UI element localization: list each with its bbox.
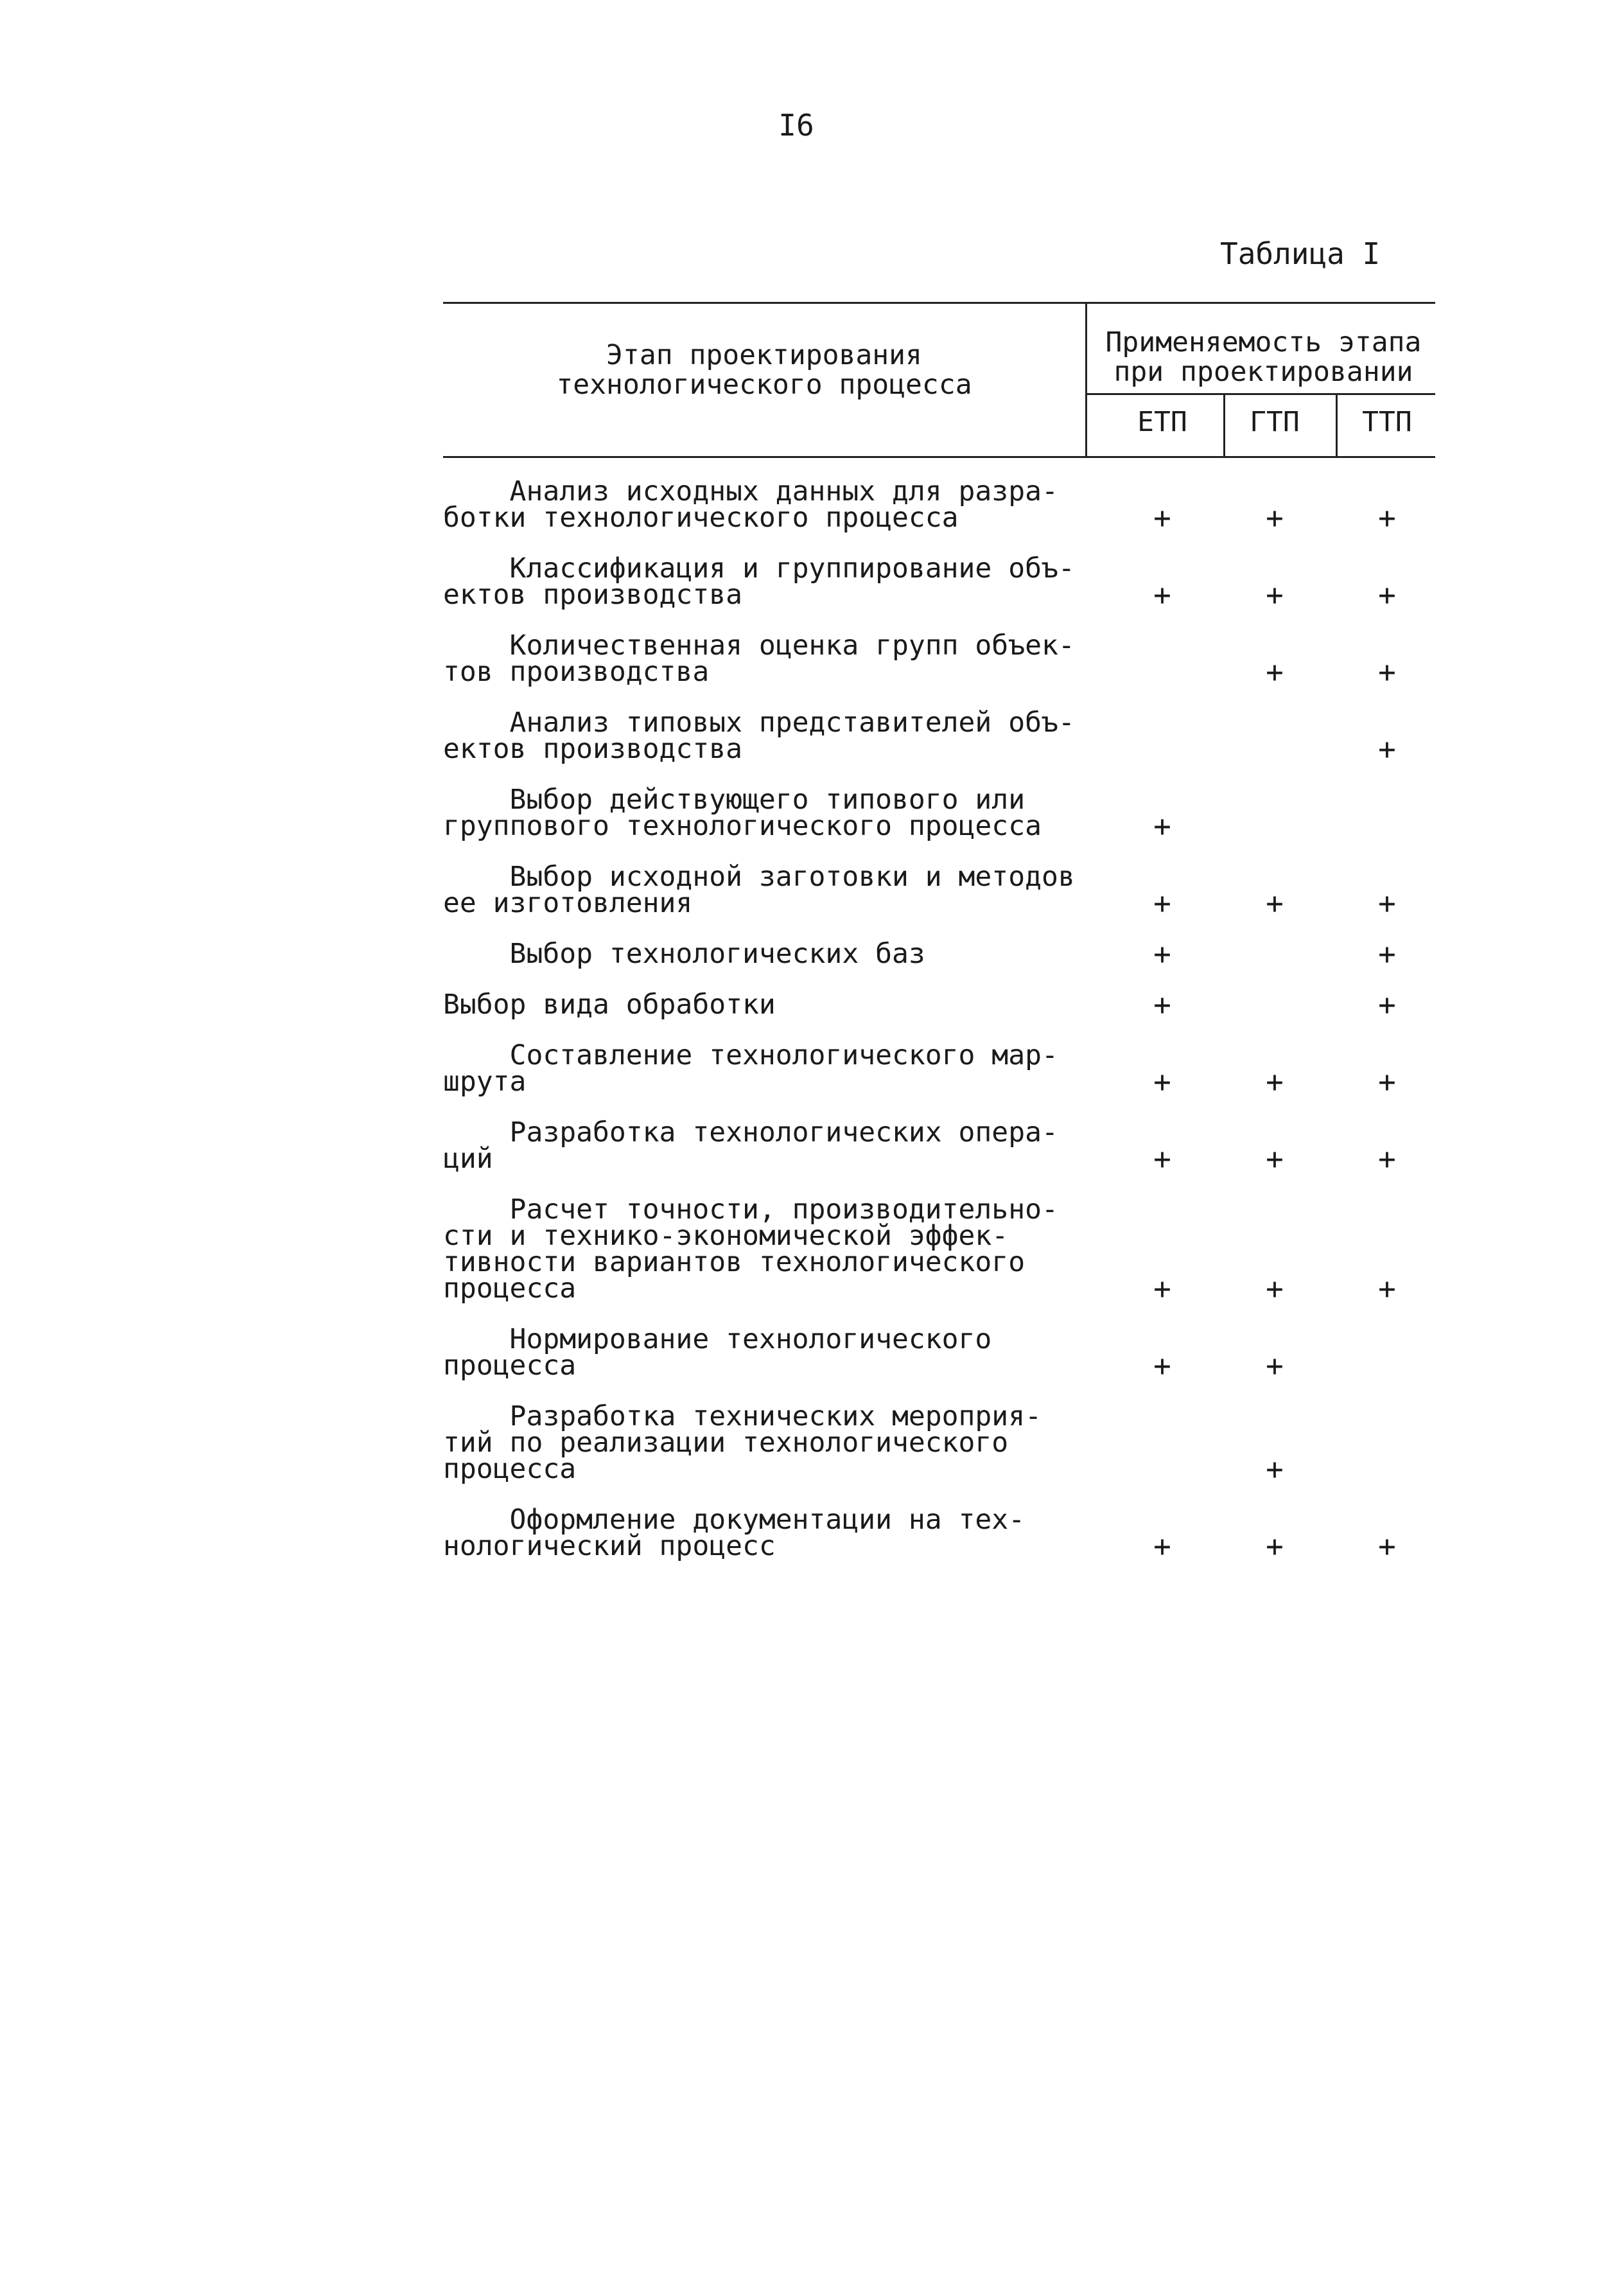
header-stage	[443, 340, 1085, 400]
stage-text: Анализ исходных данных для разра- ботки технологического процесса	[443, 475, 1058, 534]
stage-text: Составление технологического мар- шрута	[443, 1039, 1058, 1098]
mark-etp: +	[1153, 1141, 1171, 1176]
mark-etp: +	[1153, 1529, 1171, 1563]
stage-text: Выбор вида обработки	[443, 989, 776, 1021]
stage-text: Разработка технологических опера- ций	[443, 1116, 1058, 1175]
table-row	[443, 475, 1435, 535]
mark-etp: +	[1153, 809, 1171, 843]
column-divider-2	[1336, 395, 1338, 456]
stage-text: Нормирование технологического процесса	[443, 1323, 992, 1382]
mark-ttp: +	[1378, 1064, 1396, 1099]
header-bottom-rule	[443, 456, 1435, 458]
table-row	[443, 1323, 1435, 1383]
mark-gtp: +	[1266, 1348, 1284, 1383]
table-top-rule	[443, 302, 1435, 304]
table-row	[443, 1193, 1435, 1306]
page-number: I6	[778, 108, 814, 143]
stage-text: Выбор исходной заготовки и методов ее изготовления	[443, 861, 1075, 919]
stage-text: Выбор технологических баз	[443, 938, 925, 970]
mark-ttp: +	[1378, 577, 1396, 612]
table-row	[443, 552, 1435, 612]
mark-etp: +	[1153, 1271, 1171, 1306]
mark-gtp: +	[1266, 886, 1284, 920]
column-header-etp: ЕТП	[1137, 406, 1187, 438]
mark-ttp: +	[1378, 1271, 1396, 1306]
mark-ttp: +	[1378, 987, 1396, 1022]
column-header-ttp: ТТП	[1362, 406, 1412, 438]
mark-gtp: +	[1266, 655, 1284, 689]
mark-etp: +	[1153, 937, 1171, 971]
mark-gtp: +	[1266, 577, 1284, 612]
stage-text: Разработка технических мероприя- тий по реализации технологического процесса	[443, 1400, 1042, 1485]
mark-ttp: +	[1378, 937, 1396, 971]
mark-gtp: +	[1266, 1064, 1284, 1099]
mark-ttp: +	[1378, 500, 1396, 535]
mark-gtp: +	[1266, 1529, 1284, 1563]
table-row	[443, 1504, 1435, 1563]
table-row	[443, 861, 1435, 920]
stage-text: Количественная оценка групп объек- тов производства	[443, 629, 1075, 688]
table-row	[443, 1039, 1435, 1099]
stage-text: Классификация и группирование объ- ектов производства	[443, 552, 1075, 611]
stage-text: Анализ типовых представителей объ- ектов производства	[443, 707, 1075, 765]
mark-etp: +	[1153, 1064, 1171, 1099]
mark-ttp: +	[1378, 732, 1396, 766]
table-row	[443, 784, 1435, 843]
mark-gtp: +	[1266, 1141, 1284, 1176]
table-row	[443, 937, 1435, 971]
header-divider	[1085, 303, 1087, 456]
header-applicability-line2: при проектировании	[1113, 356, 1413, 388]
header-applicability-line1: Применяемость этапа	[1105, 326, 1422, 358]
table-row	[443, 707, 1435, 766]
mark-gtp: +	[1266, 1452, 1284, 1486]
table-row	[443, 1400, 1435, 1486]
mark-etp: +	[1153, 577, 1171, 612]
stage-text: Выбор действующего типового или группового технологического процесса	[443, 784, 1042, 842]
stage-text: Оформление документации на тех- нологический процесс	[443, 1504, 1026, 1562]
table-body	[443, 475, 1435, 1563]
mark-gtp: +	[1266, 500, 1284, 535]
mark-etp: +	[1153, 886, 1171, 920]
column-header-gtp: ГТП	[1250, 406, 1300, 438]
mark-ttp: +	[1378, 1141, 1396, 1176]
column-divider-1	[1223, 395, 1225, 456]
header-stage-line2: технологического процесса	[556, 369, 972, 401]
table-row	[443, 629, 1435, 689]
table-caption: Таблица I	[1220, 236, 1381, 271]
mark-gtp: +	[1266, 1271, 1284, 1306]
mark-etp: +	[1153, 1348, 1171, 1383]
mark-etp: +	[1153, 987, 1171, 1022]
mark-ttp: +	[1378, 886, 1396, 920]
mark-etp: +	[1153, 500, 1171, 535]
mark-ttp: +	[1378, 655, 1396, 689]
header-sub-rule	[1087, 393, 1435, 395]
header-applicability	[1092, 328, 1435, 387]
table-row	[443, 1116, 1435, 1176]
header-stage-line1: Этап проектирования	[606, 339, 922, 371]
mark-ttp: +	[1378, 1529, 1396, 1563]
table-row	[443, 987, 1435, 1022]
stage-text: Расчет точности, производительно- сти и технико-экономической эффек- тивности вариантов технологического процесса	[443, 1193, 1058, 1305]
